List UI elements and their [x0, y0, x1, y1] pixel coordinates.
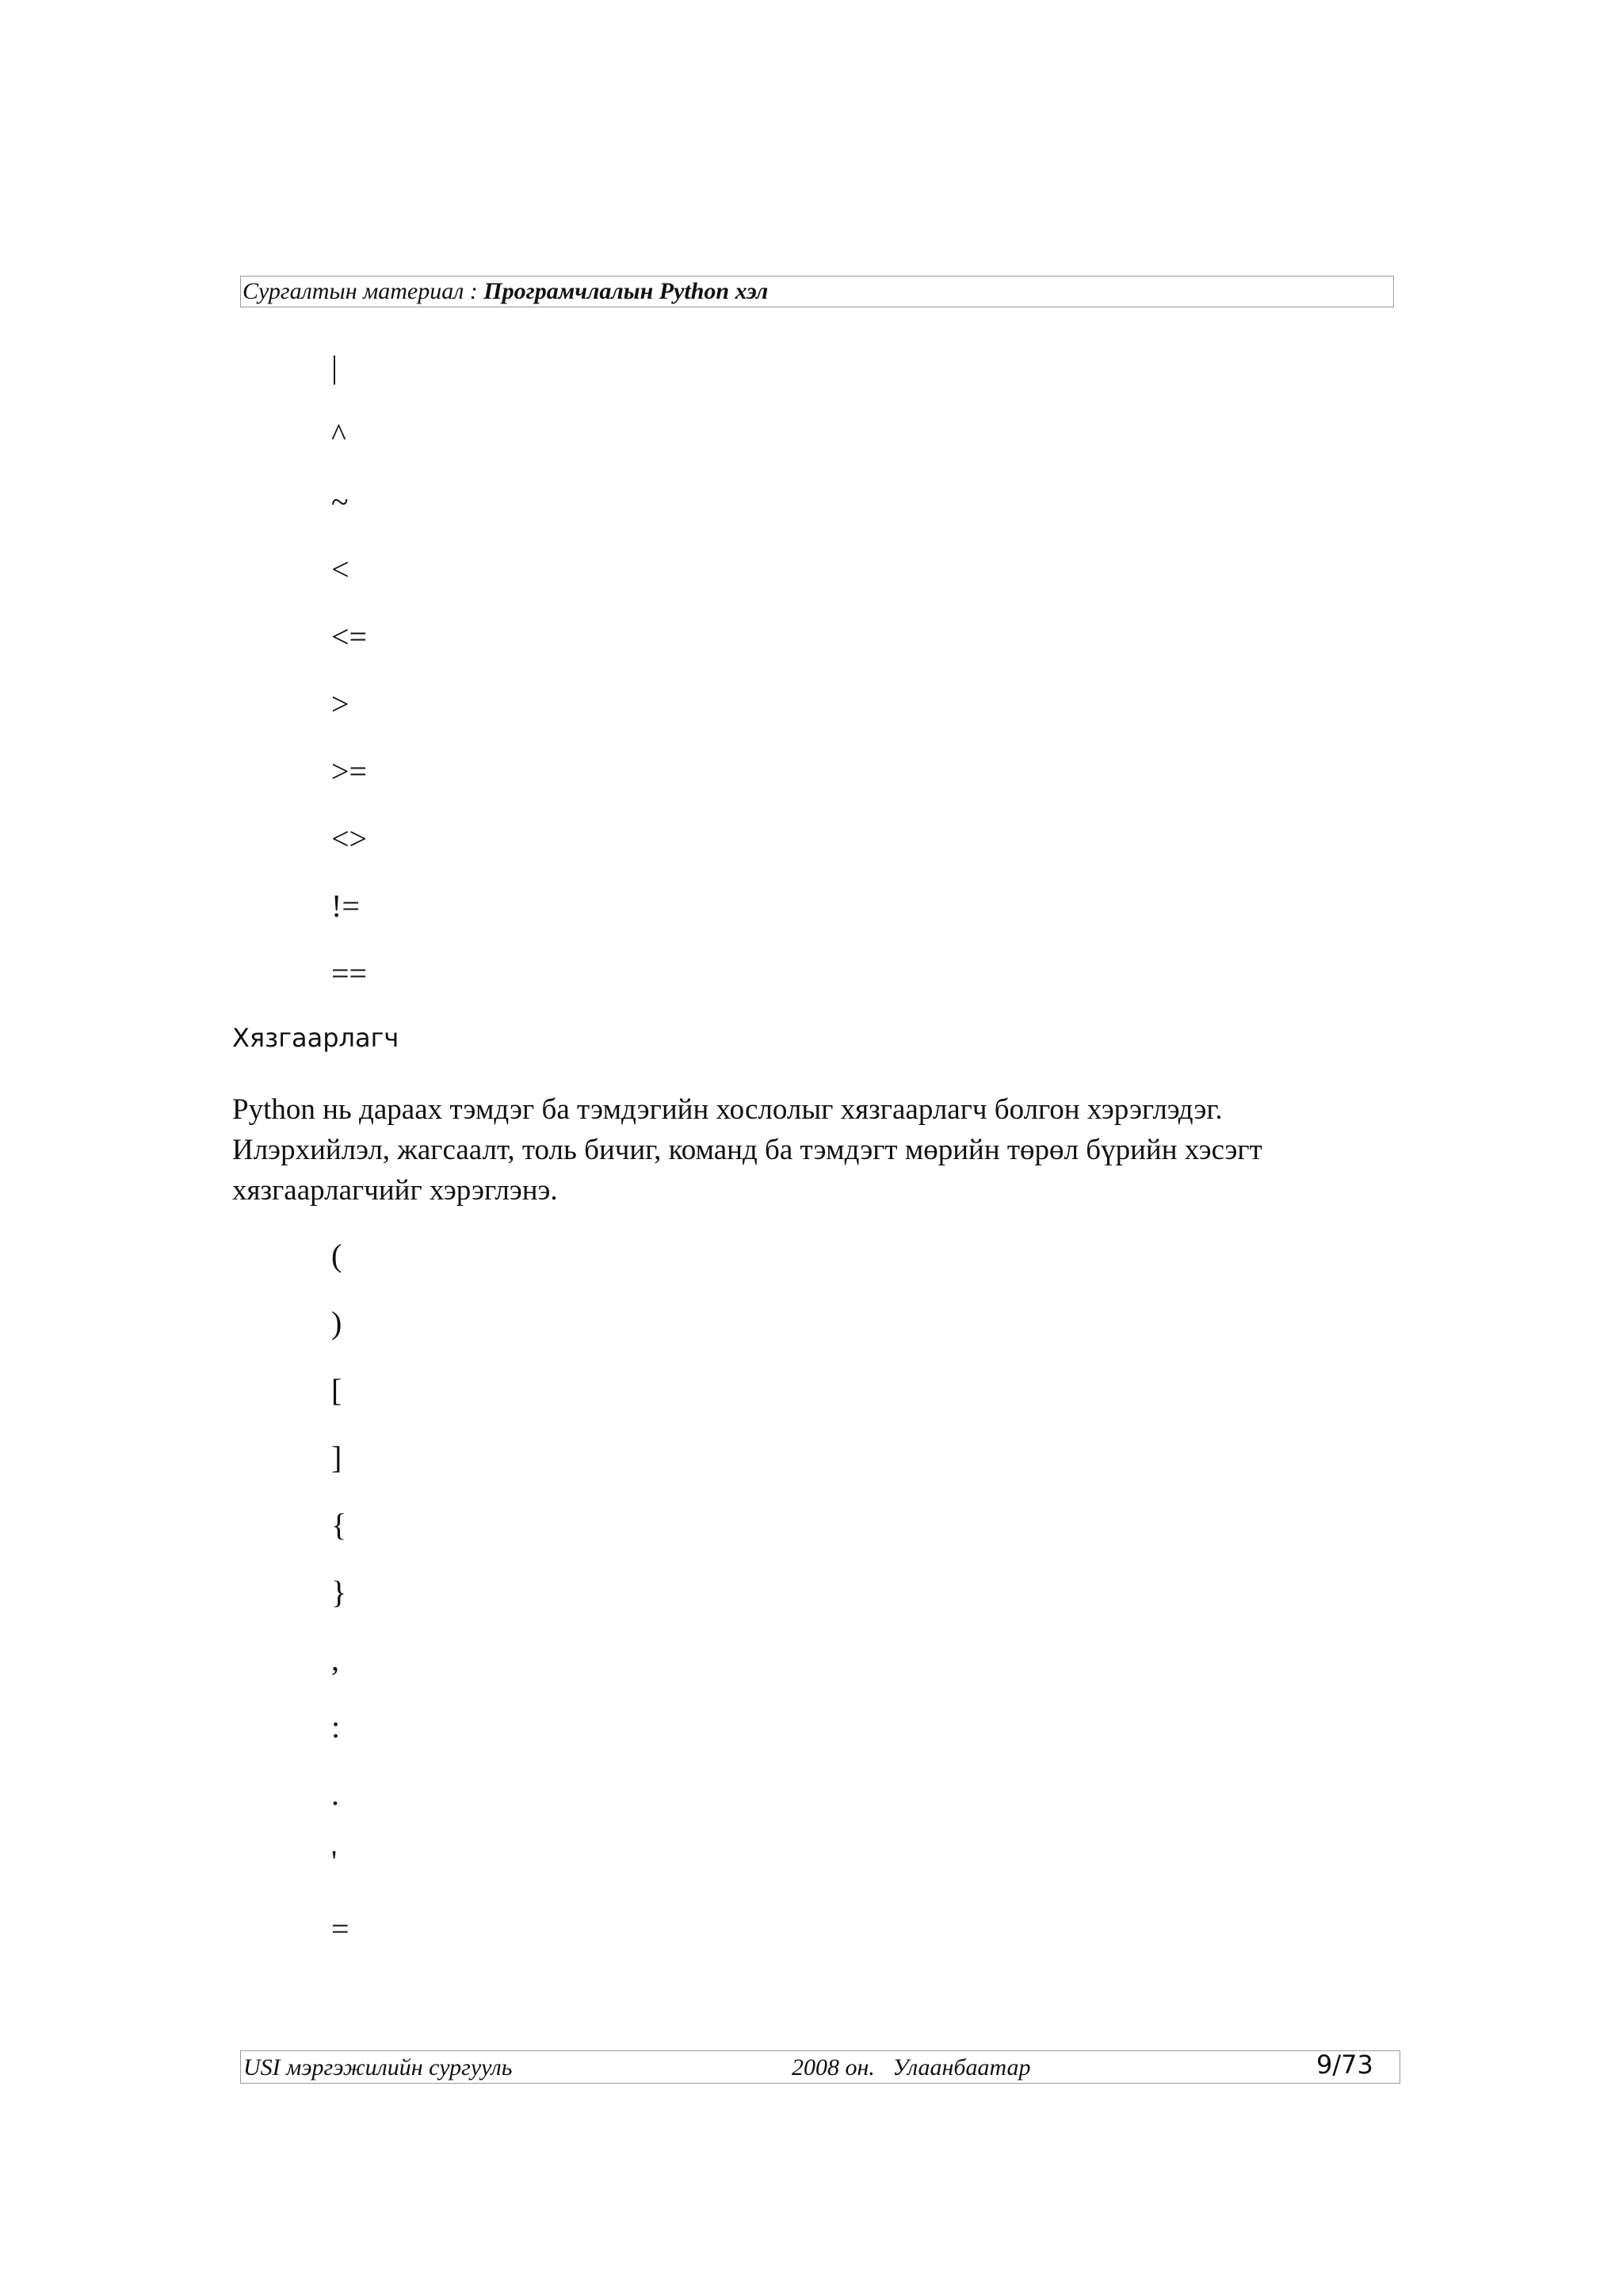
footer-place: 2008 он. Улаанбаатар	[792, 2054, 1031, 2081]
delimiter-item: )	[331, 1305, 342, 1341]
page-number: 9/73	[1316, 2050, 1373, 2080]
delimiter-item: (	[331, 1238, 342, 1273]
delimiter-item: =	[331, 1911, 349, 1947]
delimiter-item: {	[331, 1507, 347, 1543]
delimiter-item: [	[331, 1372, 342, 1408]
delimiter-item: :	[331, 1709, 341, 1745]
header-title: Програмчлалын Python хэл	[483, 278, 769, 304]
footer-school: USI мэргэжилийн сургууль	[243, 2054, 513, 2081]
page-header	[240, 276, 1394, 307]
operator-item: >=	[331, 753, 368, 789]
operator-list	[331, 344, 367, 1017]
operator-item: ~	[331, 484, 349, 520]
operator-item: ==	[331, 955, 368, 991]
operator-item: >	[331, 686, 349, 722]
header-prefix: Сургалтын материал :	[242, 278, 484, 304]
delimiter-list	[331, 1232, 349, 1973]
operator-item: <=	[331, 619, 368, 654]
operator-item: <	[331, 551, 349, 587]
operator-item: <>	[331, 821, 368, 856]
operator-item: |	[331, 349, 338, 385]
delimiter-item: ]	[331, 1440, 342, 1475]
section-heading: Хязгаарлагч	[232, 1023, 399, 1053]
delimiter-item: ,	[331, 1642, 339, 1677]
operator-item: ^	[331, 417, 346, 452]
delimiter-item: '	[331, 1844, 338, 1879]
delimiter-item: }	[331, 1574, 347, 1610]
section-paragraph: Python нь дараах тэмдэг ба тэмдэгийн хослолыг хязгаарлагч болгон хэрэглэдэг. Илэрхийлэл, жагсаалт, толь бичиг, команд ба тэмдэгт мөрийн төрөл бүрийн хэсэгт хязгаарлагчийг хэрэглэнэ.	[232, 1093, 1262, 1207]
operator-item: !=	[331, 888, 360, 924]
delimiter-item: .	[331, 1776, 339, 1812]
page-footer	[240, 2050, 1400, 2084]
